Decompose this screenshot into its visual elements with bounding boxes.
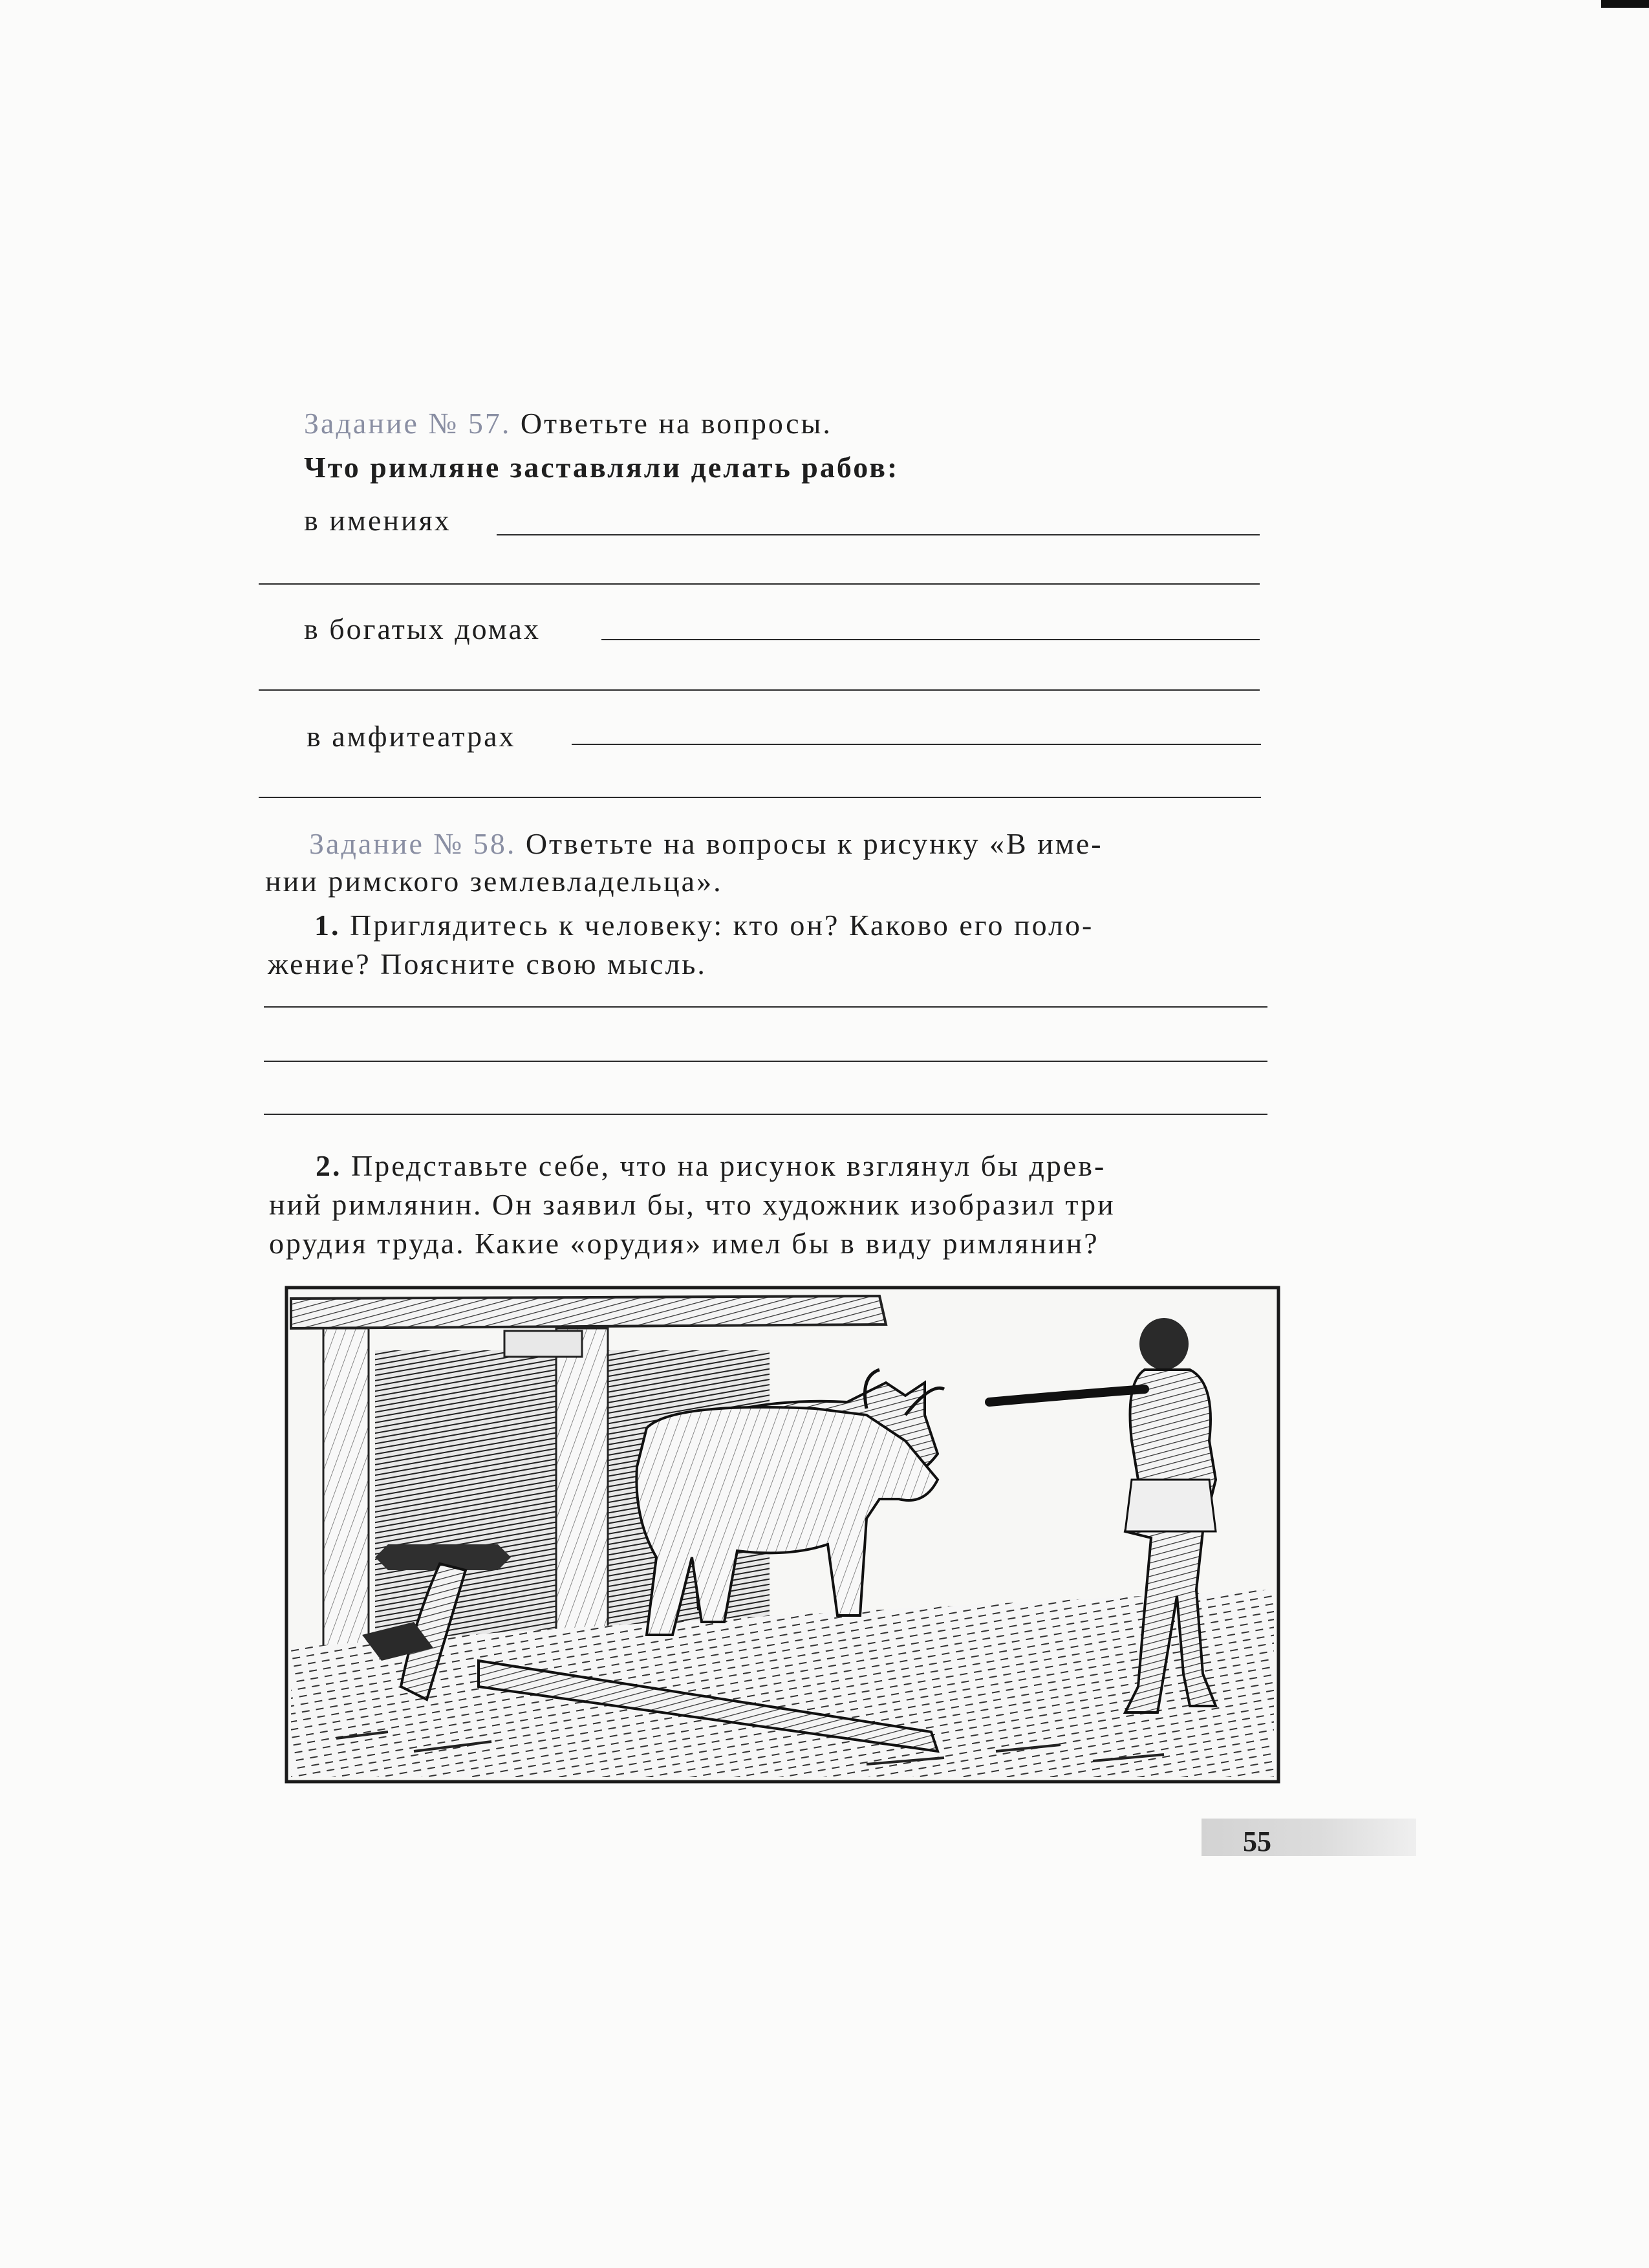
task57-item-amphitheatres: в амфитеатрах xyxy=(307,720,516,753)
task58-q2-line2: ний римлянин. Он заявил бы, что художник изобразил три xyxy=(269,1188,1116,1221)
task57-item-estates: в имениях xyxy=(304,504,451,537)
task57-item-rich-houses: в богатых домах xyxy=(304,612,541,645)
task58-q1-line2: жение? Поясните свою мысль. xyxy=(268,947,707,980)
page-number: 55 xyxy=(1243,1826,1271,1857)
answer-line-amphi-1[interactable] xyxy=(572,744,1261,745)
answer-line-q1-3[interactable] xyxy=(264,1114,1267,1115)
man-head xyxy=(1139,1318,1189,1370)
task57-heading xyxy=(304,409,832,438)
answer-line-houses-1[interactable] xyxy=(601,639,1260,640)
task58-q2-line3: орудия труда. Какие «орудия» имел бы в виду римлянин? xyxy=(269,1227,1099,1260)
page-number-background xyxy=(1202,1819,1416,1856)
scan-edge-mark xyxy=(1601,0,1649,8)
answer-line-amphi-2[interactable] xyxy=(259,797,1261,798)
task57-label: Задание № 57. xyxy=(304,407,512,440)
barn-doorway xyxy=(375,1350,569,1654)
barn-roof xyxy=(291,1296,886,1328)
answer-line-q1-1[interactable] xyxy=(264,1006,1267,1008)
answer-line-estates-2[interactable] xyxy=(259,583,1260,585)
answer-line-houses-2[interactable] xyxy=(259,689,1260,691)
task57-instruction: Ответьте на вопросы. xyxy=(520,407,832,440)
task58-q1-line1 xyxy=(314,911,1094,940)
task58-q1-number: 1. xyxy=(314,909,341,942)
man-loincloth xyxy=(1125,1480,1216,1531)
task58-q1-text: Приглядитесь к человеку: кто он? Каково его поло- xyxy=(350,909,1094,942)
task58-heading xyxy=(309,829,1103,859)
task58-label: Задание № 58. xyxy=(309,827,517,860)
barn-pillar xyxy=(323,1328,369,1690)
task58-q2-text: Представьте себе, что на рисунок взглянул бы древ- xyxy=(351,1149,1106,1182)
task58-instruction-line1: Ответьте на вопросы к рисунку «В име- xyxy=(525,827,1103,860)
task58-q2-line1 xyxy=(316,1151,1106,1181)
task58-instruction-line2: нии римского землевладельца». xyxy=(265,865,723,898)
task58-q2-number: 2. xyxy=(316,1149,342,1182)
answer-line-q1-2[interactable] xyxy=(264,1061,1267,1062)
task57-question: Что римляне заставляли делать рабов: xyxy=(304,451,900,484)
pillar-capital xyxy=(504,1331,582,1357)
answer-line-estates-1[interactable] xyxy=(497,534,1260,535)
oxen-plough-slave-illustration xyxy=(285,1286,1280,1784)
